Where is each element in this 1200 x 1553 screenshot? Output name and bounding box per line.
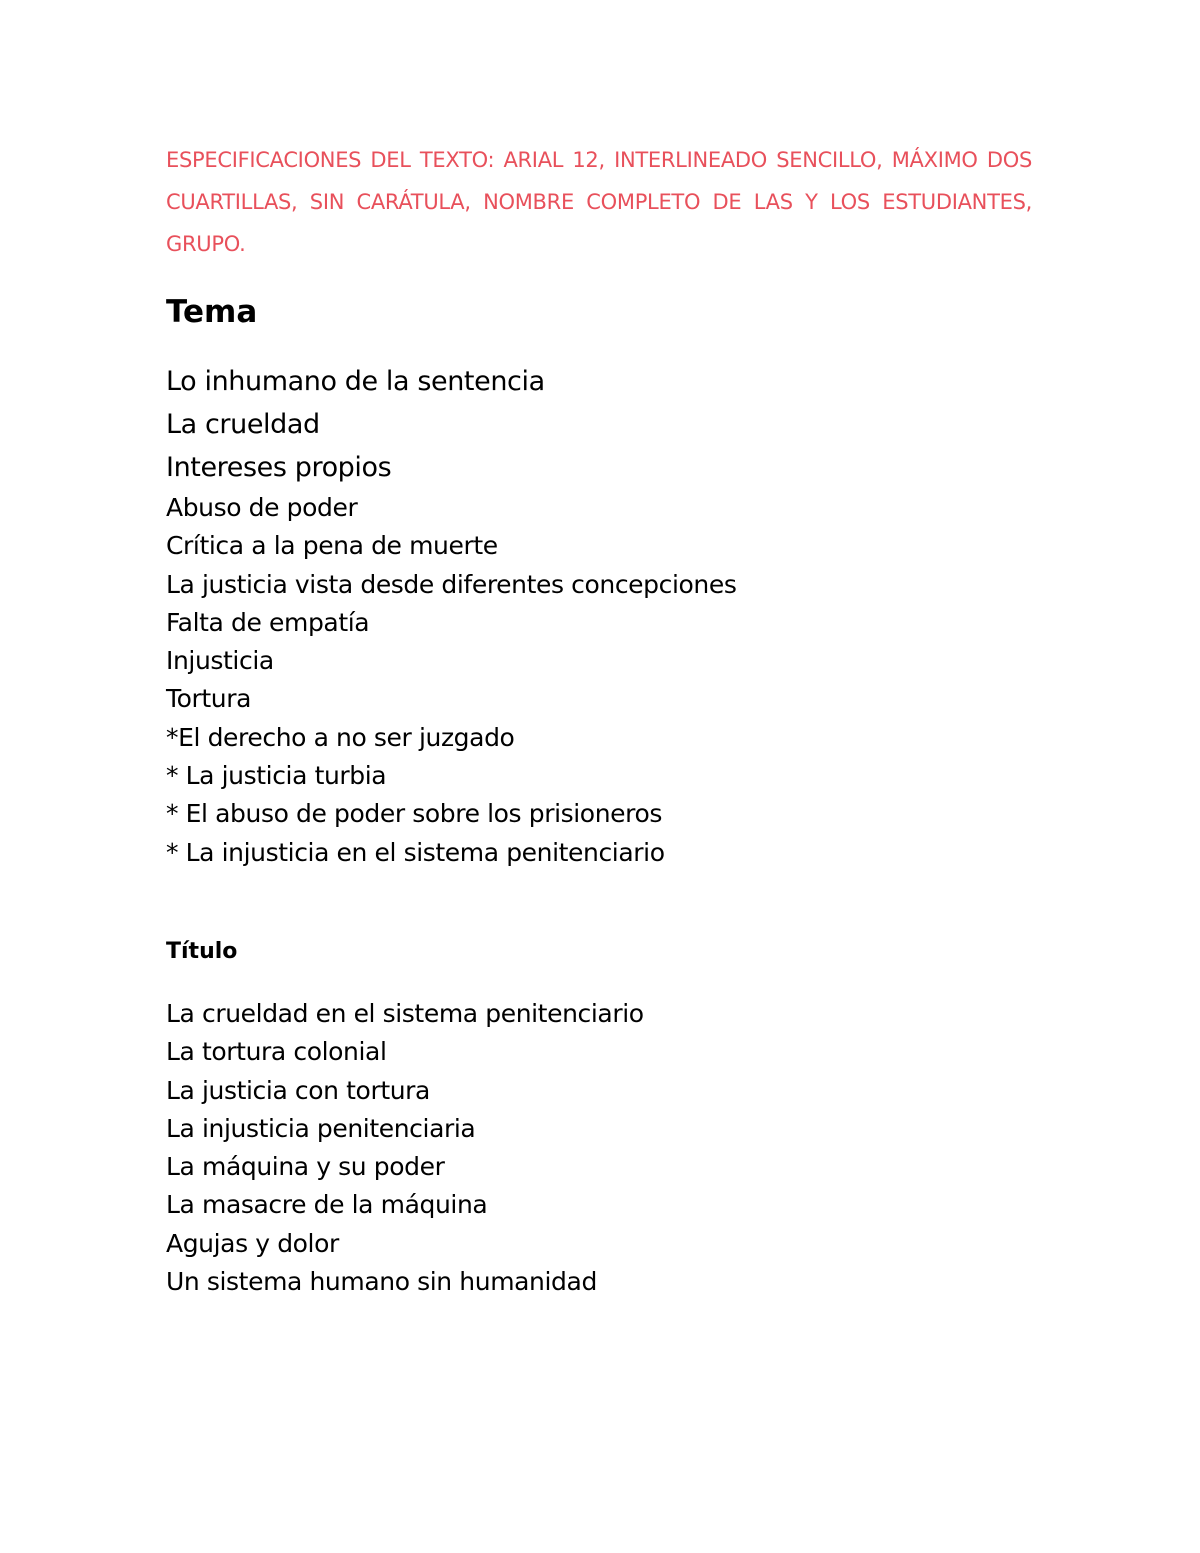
titulo-item: La máquina y su poder <box>166 1152 445 1182</box>
tema-item: * La justicia turbia <box>166 761 387 791</box>
titulo-item: Agujas y dolor <box>166 1228 339 1258</box>
tema-item: * El abuso de poder sobre los prisioneros <box>166 799 662 829</box>
tema-item: Injusticia <box>166 646 274 676</box>
tema-item: Falta de empatía <box>166 607 370 637</box>
titulo-item: La injusticia penitenciaria <box>166 1113 476 1143</box>
titulo-item: La crueldad en el sistema penitenciario <box>166 999 644 1028</box>
tema-item: Abuso de poder <box>166 493 358 522</box>
tema-item: *El derecho a no ser juzgado <box>166 722 515 752</box>
titulo-item: Un sistema humano sin humanidad <box>166 1267 597 1297</box>
tema-item: Intereses propios <box>166 452 392 483</box>
heading-tema: Tema <box>166 294 258 330</box>
tema-item: * La injusticia en el sistema penitenciario <box>166 837 665 867</box>
titulo-item: La justicia con tortura <box>166 1075 430 1105</box>
titulo-list <box>166 995 644 1301</box>
heading-titulo: Título <box>166 939 238 964</box>
titulo-item: La masacre de la máquina <box>166 1190 488 1220</box>
tema-item: Lo inhumano de la sentencia <box>166 366 545 397</box>
tema-item: Crítica a la pena de muerte <box>166 531 498 561</box>
text-specifications: ESPECIFICACIONES DEL TEXTO: ARIAL 12, INTERLINEADO SENCILLO, MÁXIMO DOS CUARTILLAS, SIN CARÁTULA, NOMBRE COMPLETO DE LAS Y LOS ESTUDIANTES, GRUPO. <box>166 148 1032 256</box>
tema-item: La crueldad <box>166 409 320 440</box>
titulo-item: La tortura colonial <box>166 1037 387 1067</box>
tema-item: La justicia vista desde diferentes concepciones <box>166 569 737 599</box>
tema-list <box>166 360 736 872</box>
tema-item: Tortura <box>166 684 252 714</box>
